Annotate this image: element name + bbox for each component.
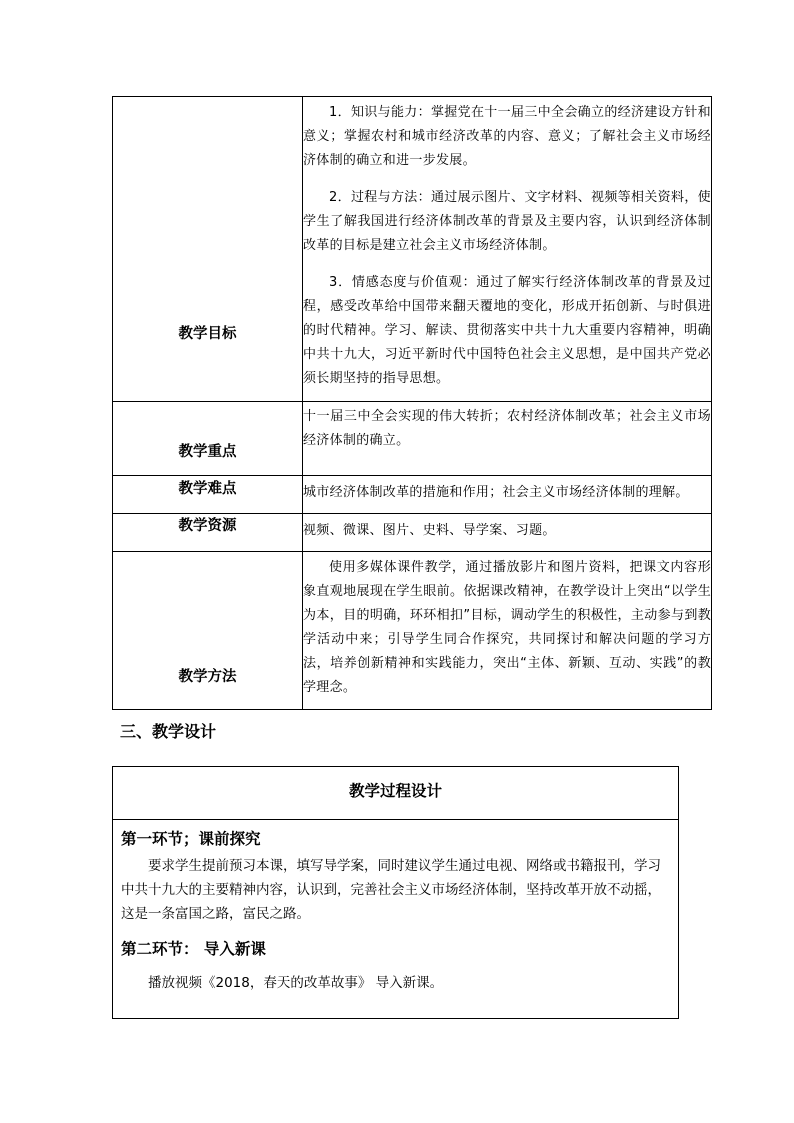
stage2-heading: 第二环节： 导入新课 [121,939,266,958]
stage1-body [113,854,678,926]
difficulties-label: 教学难点 [178,480,237,497]
difficulties-text: 城市经济体制改革的措施和作用；社会主义市场经济体制的理解。 [303,485,689,500]
objective-3: 3．情感态度与价值观：通过了解实行经济体制改革的背景及过程，感受改革给中国带来翻天覆地的变化，形成开拓创新、与时俱进的时代精神。学习、解读、贯彻落实中共十九大重要内容精神，明确中共十九大，习近平新时代中国特色社会主义思想，是中国共产党必须长期坚持的指导思想。 [303,275,711,386]
stage1-heading: 第一环节；课前探究 [121,829,261,848]
methods-label-cell [113,552,303,710]
teaching-process-title: 教学过程设计 [113,767,678,820]
objectives-content [303,97,712,402]
key-points-text: 十一届三中全会实现的伟大转折；农村经济体制改革；社会主义市场经济体制的确立。 [303,409,711,448]
objectives-label-cell [113,97,303,402]
row-key-points [113,402,712,476]
objective-2: 2．过程与方法：通过展示图片、文字材料、视频等相关资料，使学生了解我国进行经济体制改革的背景及主要内容，认识到经济体制改革的目标是建立社会主义市场经济体制。 [303,190,711,253]
stage1-text: 要求学生提前预习本课，填写导学案，同时建议学生通过电视、网络或书籍报刊，学习中共十九大的主要精神内容，认识到，完善社会主义市场经济体制，坚持改革开放不动摇，这是一条富国之路，富民之路。 [121,858,661,922]
key-points-content [303,402,712,476]
stage2-body [113,971,678,995]
difficulties-content [303,476,712,514]
row-methods [113,552,712,710]
resources-label: 教学资源 [178,517,237,534]
stage2-text: 播放视频《2018，春天的改革故事》 导入新课。 [148,975,444,991]
resources-text: 视频、微课、图片、史料、导学案、习题。 [303,523,556,538]
teaching-process-box [112,766,679,1019]
objective-1: 1．知识与能力：掌握党在十一届三中全会确立的经济建设方针和意义；掌握农村和城市经济改革的内容、意义；了解社会主义市场经济体制的确立和进一步发展。 [303,105,711,168]
resources-label-cell [113,514,303,552]
row-difficulties [113,476,712,514]
lesson-info-table [112,96,712,710]
key-points-label-cell [113,402,303,476]
resources-content [303,514,712,552]
key-points-label: 教学重点 [178,443,237,460]
objectives-label: 教学目标 [178,325,237,342]
row-objectives [113,97,712,402]
difficulties-label-cell [113,476,303,514]
methods-label: 教学方法 [178,668,237,685]
methods-content [303,552,712,710]
methods-text: 使用多媒体课件教学，通过播放影片和图片资料，把课文内容形象直观地展现在学生眼前。依据课改精神，在教学设计上突出“以学生为本，目的明确，环环相扣”目标，调动学生的积极性，主动参与到教学活动中来；引导学生同合作探究，共同探讨和解决问题的学习方法，培养创新精神和实践能力，突出“主体、新颖、互动、实践”的教学理念。 [303,560,711,695]
section-heading-teaching-design: 三、教学设计 [120,722,217,741]
row-resources [113,514,712,552]
